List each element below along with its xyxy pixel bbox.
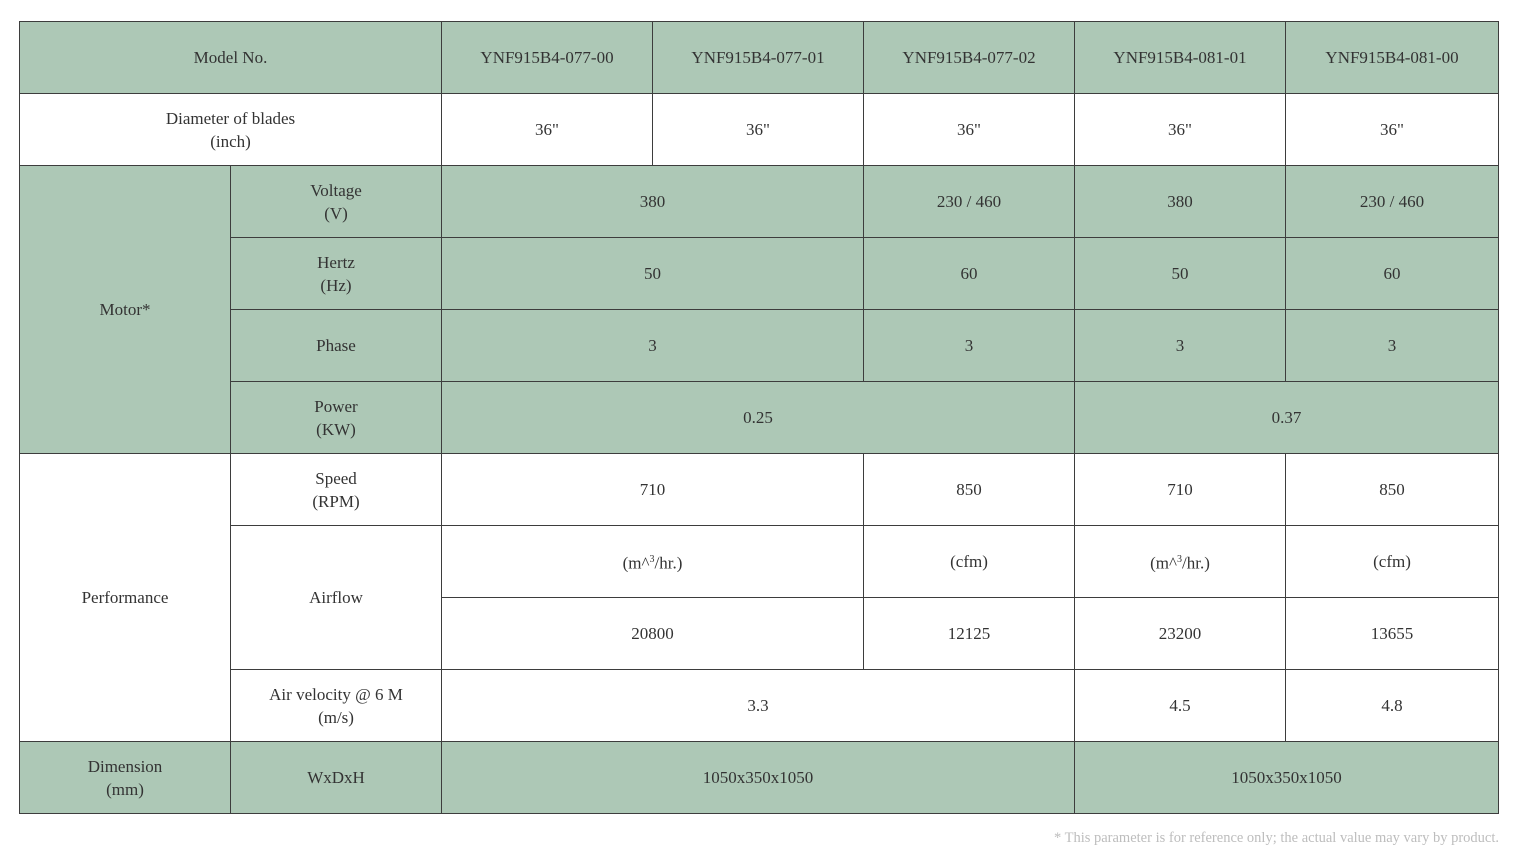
diameter-cell: 36" (864, 94, 1075, 166)
airflow-cell: 13655 (1286, 598, 1499, 670)
phase-cell: 3 (1286, 310, 1499, 382)
hertz-cell: 60 (1286, 238, 1499, 310)
dimension-label (20, 742, 231, 814)
power-row (20, 382, 1499, 454)
air-velocity-label-text: Air velocity @ 6 M (269, 684, 403, 704)
phase-cell: 3 (442, 310, 864, 382)
airflow-cell: 12125 (864, 598, 1075, 670)
speed-cell: 710 (1075, 454, 1286, 526)
model-label: Model No. (20, 22, 442, 94)
airflow-unit-cell: (cfm) (1286, 526, 1499, 598)
power-label (231, 382, 442, 454)
motor-group-label: Motor* (20, 166, 231, 454)
power-label-text: Power (314, 396, 358, 416)
dimension-cell: 1050x350x1050 (442, 742, 1075, 814)
model-cell: YNF915B4-077-02 (864, 22, 1075, 94)
diameter-cell: 36" (442, 94, 653, 166)
dimension-row (20, 742, 1499, 814)
airflow-unit-base: (m^ (1150, 553, 1178, 573)
dimension-sub-label: WxDxH (231, 742, 442, 814)
dimension-cell: 1050x350x1050 (1075, 742, 1499, 814)
speed-cell: 850 (864, 454, 1075, 526)
hertz-cell: 50 (1075, 238, 1286, 310)
voltage-row (20, 166, 1499, 238)
airflow-label: Airflow (231, 526, 442, 670)
airflow-unit-sup: 3 (649, 554, 655, 566)
speed-row (20, 454, 1499, 526)
airflow-unit-tail: /hr.) (1182, 553, 1210, 573)
voltage-cell: 380 (1075, 166, 1286, 238)
diameter-label-unit: (inch) (210, 131, 251, 151)
phase-cell: 3 (1075, 310, 1286, 382)
hertz-label (231, 238, 442, 310)
airflow-unit-cell (1075, 526, 1286, 598)
speed-cell: 850 (1286, 454, 1499, 526)
phase-cell: 3 (864, 310, 1075, 382)
diameter-cell: 36" (1075, 94, 1286, 166)
air-velocity-label-unit: (m/s) (318, 707, 354, 727)
phase-row (20, 310, 1499, 382)
hertz-label-unit: (Hz) (320, 275, 352, 295)
speed-cell: 710 (442, 454, 864, 526)
voltage-label-unit: (V) (324, 203, 348, 223)
power-cell: 0.25 (442, 382, 1075, 454)
speed-label (231, 454, 442, 526)
air-velocity-label (231, 670, 442, 742)
airflow-cell: 20800 (442, 598, 864, 670)
airflow-unit-cell: (cfm) (864, 526, 1075, 598)
voltage-cell: 380 (442, 166, 864, 238)
spec-table (19, 21, 1499, 814)
voltage-label (231, 166, 442, 238)
power-label-unit: (KW) (316, 419, 356, 439)
air-velocity-row (20, 670, 1499, 742)
air-velocity-cell: 4.8 (1286, 670, 1499, 742)
voltage-label-text: Voltage (310, 180, 362, 200)
diameter-label-text: Diameter of blades (165, 108, 296, 128)
footnote: * This parameter is for reference only; the actual value may vary by product. (1053, 830, 1499, 846)
air-velocity-cell: 4.5 (1075, 670, 1286, 742)
voltage-cell: 230 / 460 (1286, 166, 1499, 238)
airflow-unit-base: (m^ (622, 553, 650, 573)
voltage-cell: 230 / 460 (864, 166, 1075, 238)
diameter-cell: 36" (1286, 94, 1499, 166)
airflow-unit-cell (442, 526, 864, 598)
hertz-label-text: Hertz (317, 252, 355, 272)
hertz-row (20, 238, 1499, 310)
dimension-label-text: Dimension (87, 756, 163, 776)
model-cell: YNF915B4-077-01 (653, 22, 864, 94)
performance-group-label: Performance (20, 454, 231, 742)
phase-label: Phase (231, 310, 442, 382)
speed-label-text: Speed (315, 468, 357, 488)
model-cell: YNF915B4-077-00 (442, 22, 653, 94)
airflow-unit-row (20, 526, 1499, 598)
speed-label-unit: (RPM) (312, 491, 360, 511)
hertz-cell: 60 (864, 238, 1075, 310)
diameter-row (20, 94, 1499, 166)
model-cell: YNF915B4-081-00 (1286, 22, 1499, 94)
power-cell: 0.37 (1075, 382, 1499, 454)
airflow-cell: 23200 (1075, 598, 1286, 670)
hertz-cell: 50 (442, 238, 864, 310)
model-row (20, 22, 1499, 94)
diameter-cell: 36" (653, 94, 864, 166)
model-cell: YNF915B4-081-01 (1075, 22, 1286, 94)
airflow-unit-tail: /hr.) (654, 553, 683, 573)
airflow-unit-sup: 3 (1177, 554, 1183, 566)
dimension-label-unit: (mm) (106, 779, 144, 799)
diameter-label (20, 94, 442, 166)
air-velocity-cell: 3.3 (442, 670, 1075, 742)
